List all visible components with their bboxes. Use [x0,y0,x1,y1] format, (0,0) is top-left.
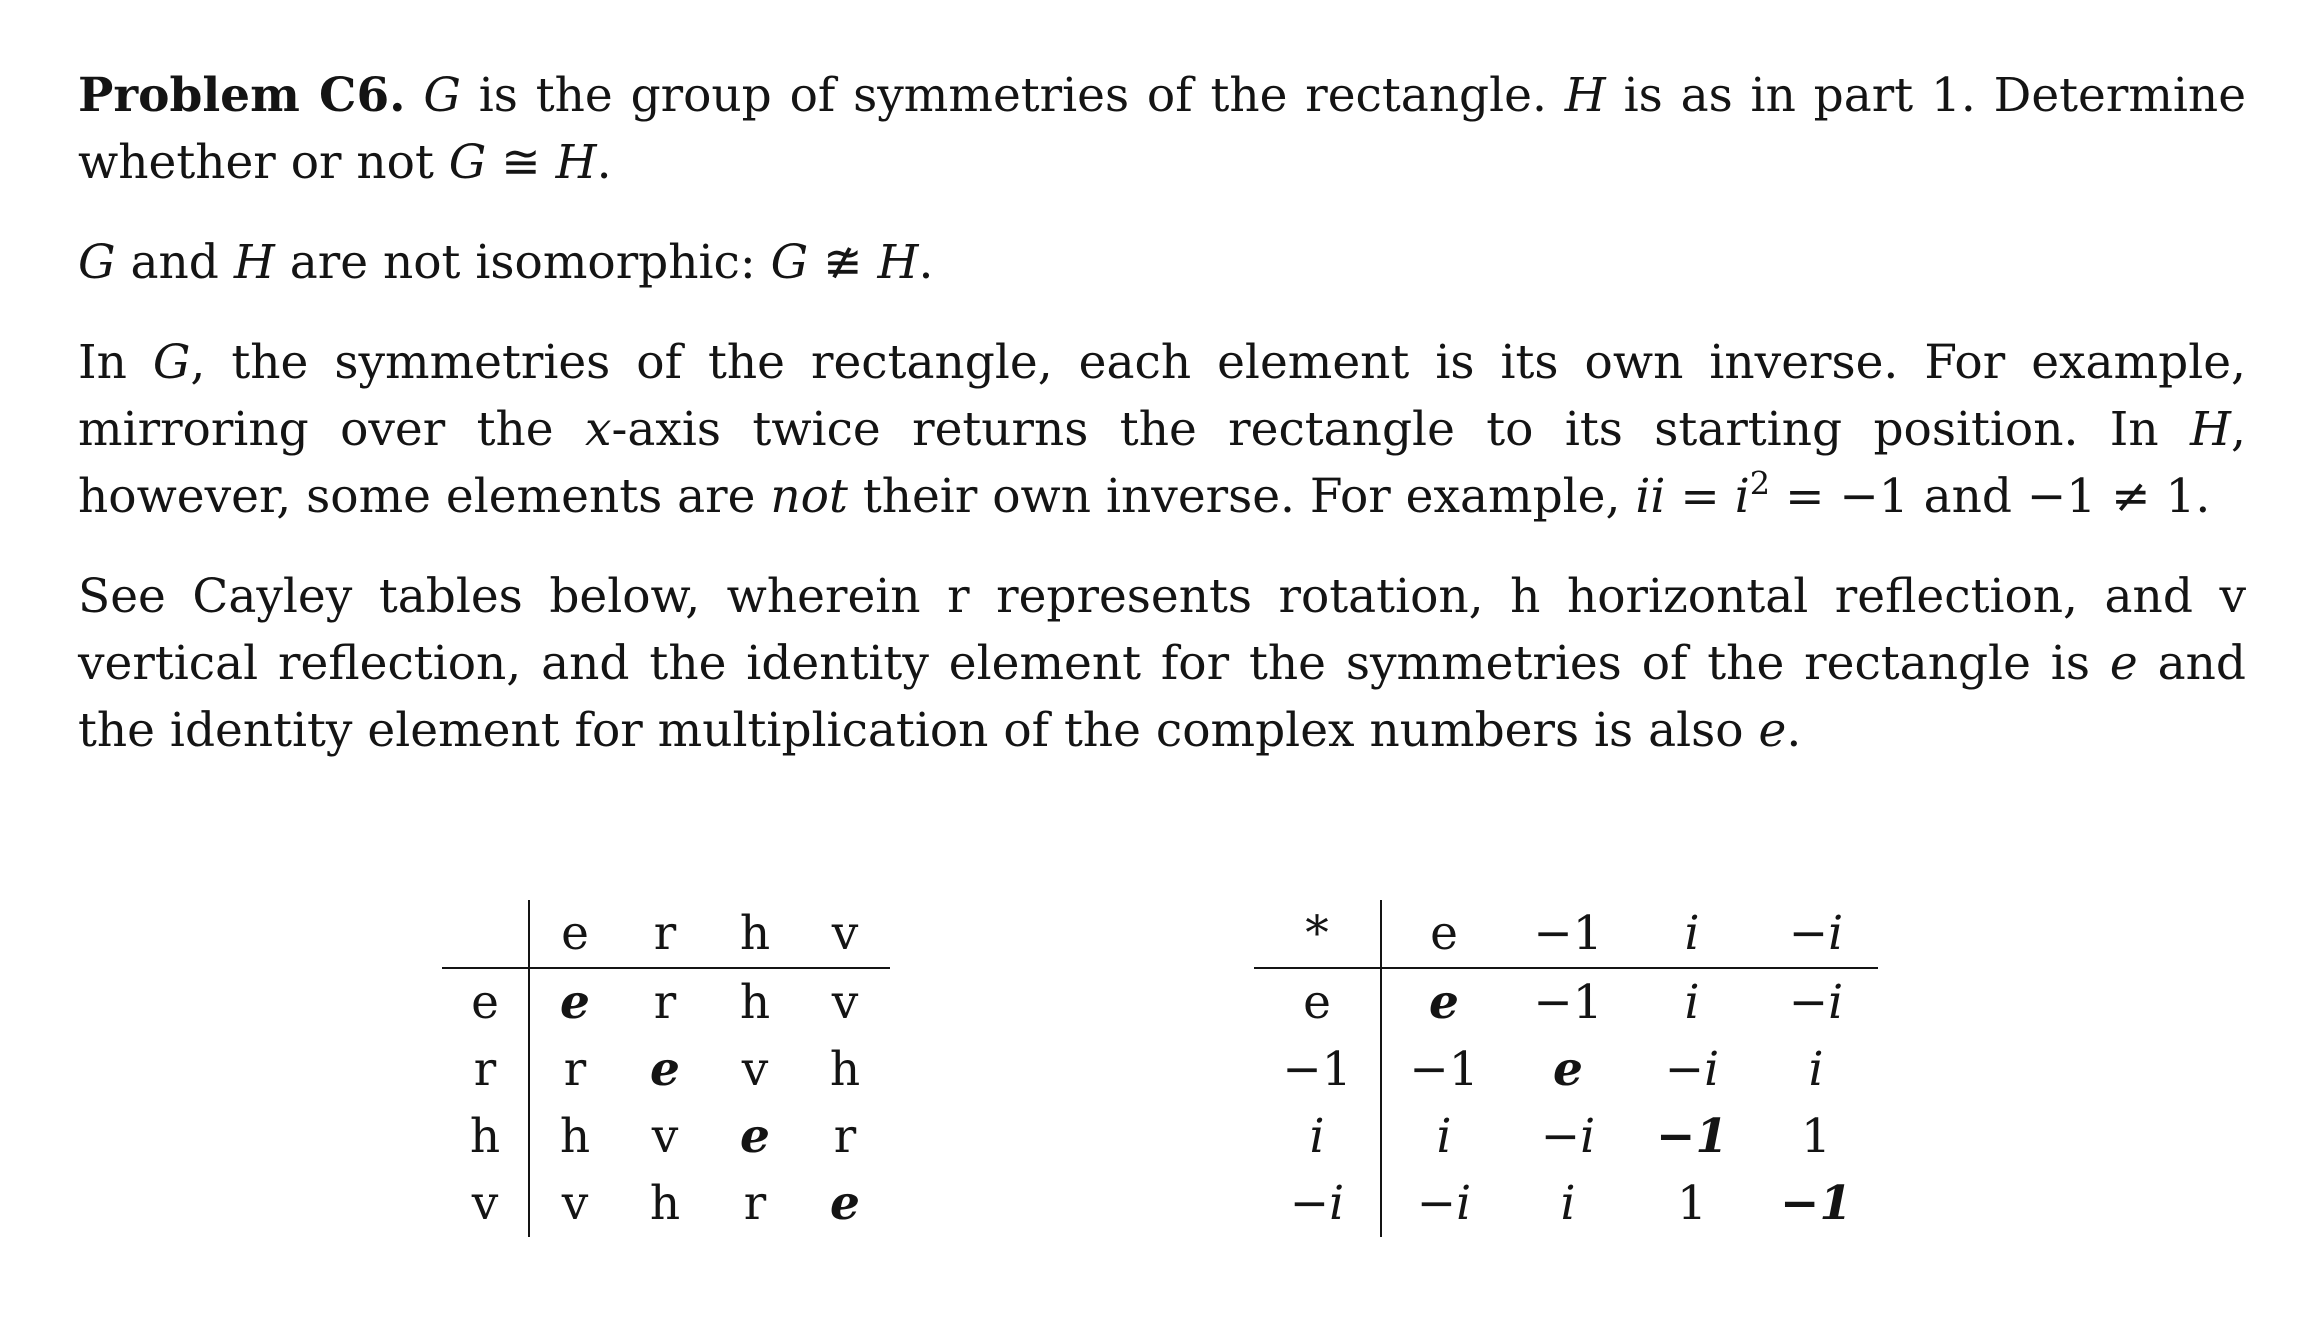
table-corner-cell [442,900,529,968]
identity-symbol: e [2109,636,2138,691]
explanation-text: , the symmetries of the rectangle, each element is its own inverse. For example, mirroring over the [78,335,2246,457]
table-cell: v [651,1109,679,1164]
table-cell: i [1808,1042,1824,1097]
var-x: x [584,402,612,457]
var-g: G [448,135,487,190]
var-g: G [152,335,191,390]
table-column-header: h [710,900,800,968]
table-row [1254,968,1878,1036]
table-cell: −i [1416,1176,1472,1231]
table-cell: 1 [1677,1176,1707,1231]
problem-statement [78,62,2246,196]
table-cell: h [739,975,771,1030]
cayley-note-text: . [1786,703,1802,758]
var-g: G [78,235,116,290]
statement-text: is the group of symmetries of the rectangle. [460,68,1565,123]
answer-text: . [918,235,934,290]
var-g: G [770,235,809,290]
table-cell: −1 [1779,1176,1853,1231]
table-row [442,1103,890,1170]
table-cell: e [560,975,590,1030]
var-h: H [555,135,597,190]
answer-text: are not isomorphic: [274,235,771,290]
table-column-header: −i [1754,900,1878,968]
cayley-tables [0,900,2324,1260]
table-cell: i [1560,1176,1576,1231]
table-column-header: i [1630,900,1754,968]
cayley-note-text: See Cayley tables below, wherein r represents rotation, h horizontal reflection, and v vertical reflection, and the identity element for the symmetries of the rectangle is [78,569,2246,691]
table-cell: r [653,975,677,1030]
table-cell: h [559,1109,591,1164]
statement-text: . [596,135,612,190]
var-h: H [877,235,919,290]
table-row [1254,1103,1878,1170]
table-cell: r [563,1042,587,1097]
answer-text: and [115,235,234,290]
explanation-text: their own inverse. For example, [847,469,1636,524]
table-cell: e [830,1176,860,1231]
table-column-header: e [1381,900,1506,968]
table-cell: e [1429,975,1459,1030]
document-body [78,62,2246,764]
statement-text: is as in part 1. Determine whether or not [78,68,2247,190]
table-row [442,1036,890,1103]
cayley-table-rectangle-symmetries [442,900,890,1237]
table-cell: e [650,1042,680,1097]
explanation-text: = −1 and −1 ≠ 1. [1770,469,2211,524]
table-cell: i [1684,975,1700,1030]
table-row [1254,1036,1878,1103]
table-cell: i [1436,1109,1452,1164]
table-row-header: v [442,1170,529,1237]
expr-i-squared-exponent: 2 [1749,464,1771,503]
table-column-header: e [529,900,620,968]
not-isomorphic-symbol: ≇ [808,235,878,290]
table-cell: r [833,1109,857,1164]
table-row-header: r [442,1036,529,1103]
table-row-header: e [442,968,529,1036]
table-cell: −1 [1655,1109,1729,1164]
var-h: H [233,235,275,290]
table-row-header: e [1254,968,1381,1036]
var-h: H [1564,68,1606,123]
table-cell: h [829,1042,861,1097]
table-cell: −i [1664,1042,1720,1097]
table-cell: −1 [1409,1042,1479,1097]
expr-i-squared-base: i [1734,469,1750,524]
emphasis-not: not [770,469,848,524]
identity-symbol: e [1758,703,1787,758]
answer-statement [78,229,2246,296]
table-row [1254,1170,1878,1237]
table-cell: h [649,1176,681,1231]
var-h: H [2190,402,2232,457]
table-cell: v [831,975,859,1030]
table-header-row [1254,900,1878,968]
table-cell: −1 [1533,975,1603,1030]
explanation-text: In [78,335,153,390]
table-row-header: i [1254,1103,1381,1170]
table-column-header: v [800,900,890,968]
expr-ii: ii [1635,469,1666,524]
table-cell: −i [1788,975,1844,1030]
var-g: G [423,68,461,123]
table-column-header: −1 [1506,900,1630,968]
explanation-text: = [1665,469,1735,524]
cayley-table-complex-units [1254,900,1878,1237]
table-corner-cell: * [1254,900,1381,968]
explanation-paragraph [78,329,2246,530]
table-cell: e [1553,1042,1583,1097]
table-row [442,1170,890,1237]
table-row [442,968,890,1036]
table-row-header: −1 [1254,1036,1381,1103]
cayley-note-paragraph [78,563,2246,764]
table-column-header: r [620,900,710,968]
table-cell: r [743,1176,767,1231]
table-header-row [442,900,890,968]
table-row-header: h [442,1103,529,1170]
table-row-header: −i [1254,1170,1381,1237]
table-cell: v [741,1042,769,1097]
cayley-note-text: and the identity element for multiplication of the complex numbers is also [78,636,2246,758]
problem-title: Problem C6. [78,68,406,123]
table-cell: 1 [1801,1109,1831,1164]
isomorphic-symbol: ≅ [486,135,556,190]
explanation-text: , however, some elements are [78,402,2246,524]
table-cell: v [561,1176,589,1231]
table-cell: −i [1540,1109,1596,1164]
table-cell: e [740,1109,770,1164]
explanation-text: -axis twice returns the rectangle to its starting position. In [611,402,2191,457]
